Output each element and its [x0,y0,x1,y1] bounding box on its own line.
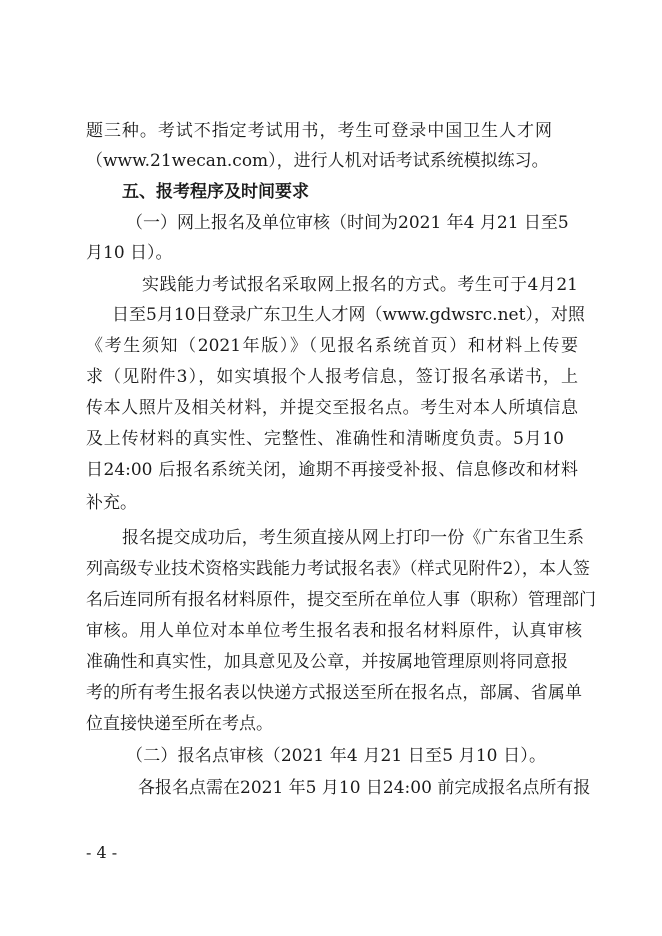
body-text-line: 题三种。考试不指定考试用书，考生可登录中国卫生人才网 [86,121,552,141]
body-text-line: （www.21wecan.com），进行人机对话考试系统模拟练习。 [86,151,549,171]
page-number: - 4 - [86,843,118,862]
body-text-line: 考的所有考生报名表以快递方式报送至所在报名点，部属、省属单 [86,683,582,703]
body-text-line: 月10 日）。 [86,243,173,263]
body-text-line: 日24:00 后报名系统关闭，逾期不再接受补报、信息修改和材料 [86,460,578,480]
body-text-line: 各报名点需在2021 年5 月10 日24:00 前完成报名点所有报 [138,778,591,798]
subsection-heading: （一）网上报名及单位审核（时间为2021 年4 月21 日至5 [126,213,569,233]
body-text-line: 补充。 [86,493,137,513]
body-text-line: 实践能力考试报名采取网上报名的方式。考生可于4月21 [142,275,578,295]
body-text-line: 列高级专业技术资格实践能力考试报名表》（样式见附件2），本人签 [86,559,590,579]
body-text-line: 及上传材料的真实性、完整性、准确性和清晰度负责。5月10 [86,429,564,449]
body-text-line: 求（见附件3），如实填报个人报考信息，签订报名承诺书，上 [86,367,578,387]
subsection-heading: （二）报名点审核（2021 年4 月21 日至5 月10 日）。 [126,746,546,766]
body-text-line: 《考生须知（2021年版）》（见报名系统首页）和材料上传要 [86,336,578,356]
body-text-line: 传本人照片及相关材料，并提交至报名点。考生对本人所填信息 [86,398,578,418]
section-heading: 五、报考程序及时间要求 [122,182,309,202]
body-text-line: 日至5月10日登录广东卫生人才网（www.gdwsrc.net），对照 [112,305,585,325]
body-text-line: 报名提交成功后，考生须直接从网上打印一份《广东省卫生系 [122,528,584,548]
body-text-line: 位直接快递至所在考点。 [86,714,273,734]
body-text-line: 名后连同所有报名材料原件，提交至所在单位人事（职称）管理部门 [86,590,596,610]
body-text-line: 准确性和真实性，加具意见及公章，并按属地管理原则将同意报 [86,652,568,672]
body-text-line: 审核。用人单位对本单位考生报名表和报名材料原件，认真审核 [86,621,582,641]
